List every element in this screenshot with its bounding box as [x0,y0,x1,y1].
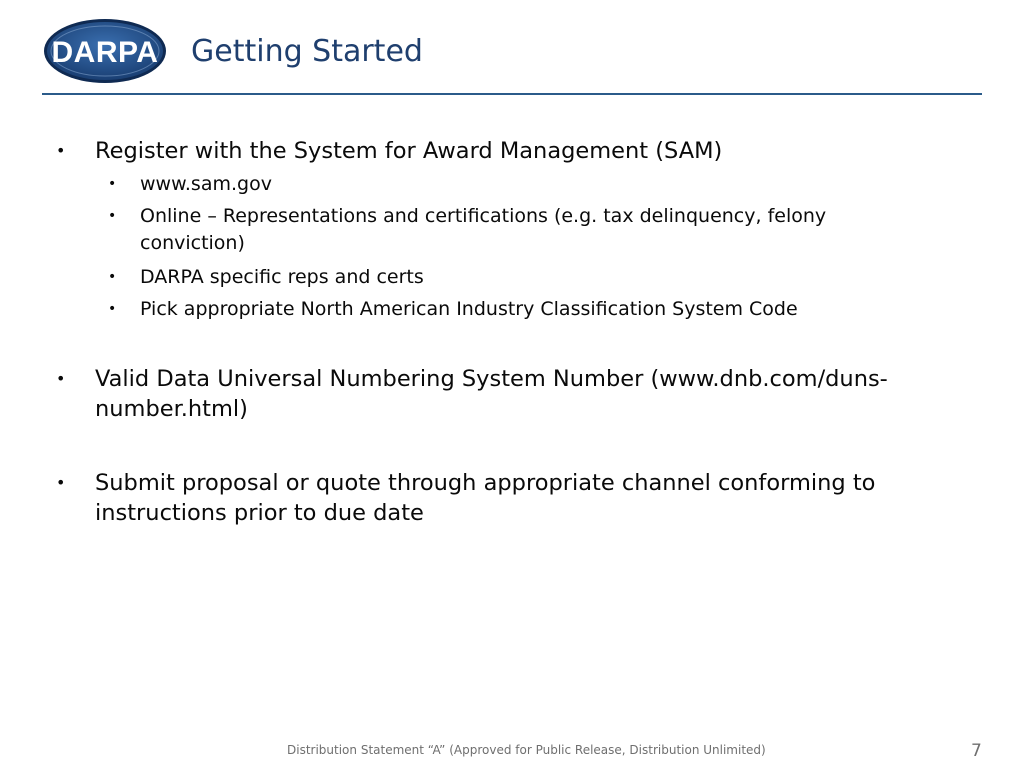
sub-bullet-item [108,171,908,198]
bullet-text: Valid Data Universal Numbering System Number (www.dnb.com/duns-number.html) [95,366,888,422]
bullet-item [56,364,906,424]
sub-bullet-text: www.sam.gov [140,173,272,195]
darpa-logo-graphic [43,18,167,84]
sub-bullet-item [108,203,868,257]
logo-wordmark: DARPA [51,36,159,69]
sub-bullet-text: DARPA specific reps and certs [140,266,424,288]
sub-bullet-marker: • [108,208,117,224]
bullet-marker: • [56,141,66,160]
bullet-item [56,468,906,528]
bullet-marker: • [56,369,66,388]
distribution-statement: Distribution Statement “A” (Approved for Public Release, Distribution Unlimited) [287,743,766,757]
bullet-item [56,136,916,166]
sub-bullet-marker: • [108,176,117,192]
sub-bullet-marker: • [108,269,117,285]
bullet-text: Submit proposal or quote through appropriate channel conforming to instructions prior to due date [95,470,876,526]
page-title: Getting Started [191,34,423,69]
sub-bullet-text: Pick appropriate North American Industry Classification System Code [140,298,798,320]
page-number: 7 [971,741,982,761]
bullet-text: Register with the System for Award Management (SAM) [95,138,723,164]
header-divider [42,93,982,95]
bullet-marker: • [56,473,66,492]
sub-bullet-item [108,264,908,291]
sub-bullet-item [108,296,908,323]
darpa-logo [43,18,167,84]
sub-bullet-text: Online – Representations and certifications (e.g. tax delinquency, felony conviction) [140,205,827,254]
sub-bullet-marker: • [108,301,117,317]
